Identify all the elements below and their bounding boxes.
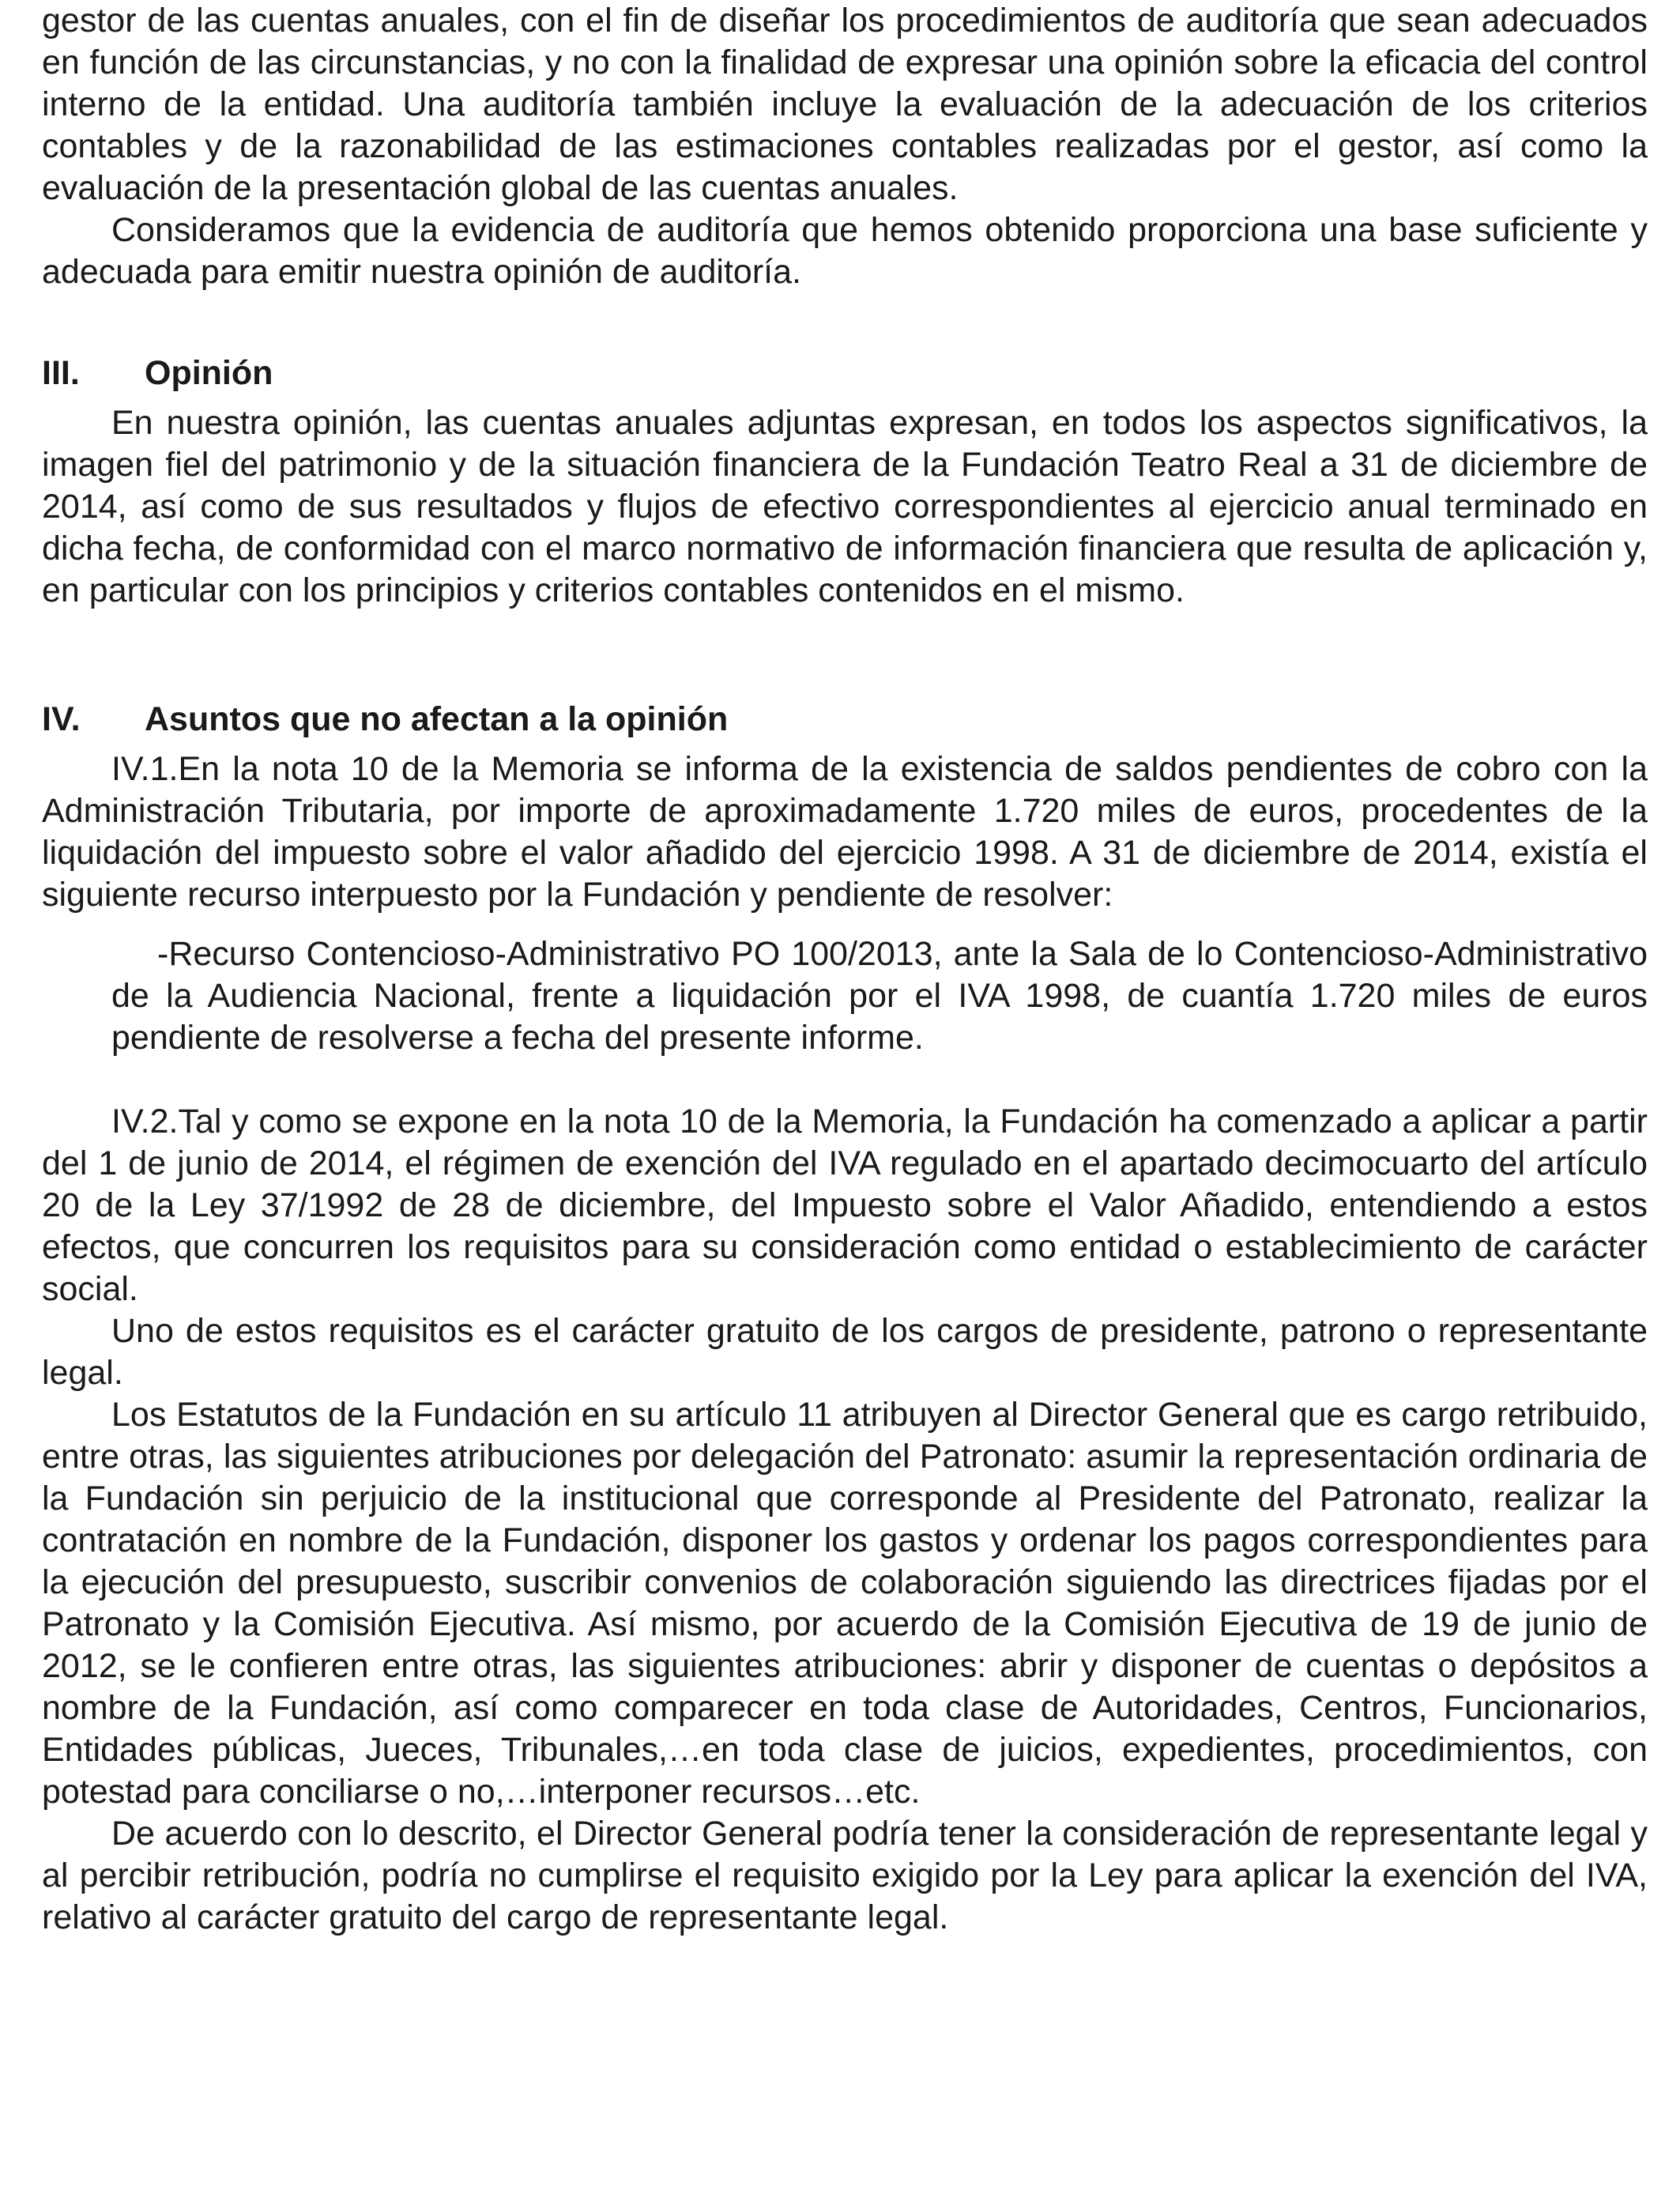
paragraph-audit-procedures: gestor de las cuentas anuales, con el fin de diseñar los procedimientos de auditoría que sean adecuados en función de las circunstancias, y no con la finalidad de expresar una opinión sobre la eficacia del control interno de la entidad. Una auditoría también incluye la evaluación de la adecuación de los criterios contables y de la razonabilidad de las estimaciones contables realizadas por el gestor, así como la evaluación de la presentación global de las cuentas anuales.	[42, 2, 1648, 207]
section-heading-other-matters	[42, 699, 1648, 741]
section-title: Opinión	[145, 354, 273, 392]
document-page	[42, 0, 1648, 1939]
section-heading-opinion	[42, 352, 1648, 394]
paragraph-opinion: En nuestra opinión, las cuentas anuales adjuntas expresan, en todos los aspectos significativos, la imagen fiel del patrimonio y de la situación financiera de la Fundación Teatro Real a 31 de diciembre de 2014, así como de sus resultados y flujos de efectivo correspondientes al ejercicio anual terminado en dicha fecha, de conformidad con el marco normativo de información financiera que resulta de aplicación y, en particular con los principios y criterios contables contenidos en el mismo.	[42, 404, 1648, 609]
paragraph-requisitos: Uno de estos requisitos es el carácter gratuito de los cargos de presidente, patrono o representante legal.	[42, 1312, 1648, 1392]
paragraph-iv2: IV.2.Tal y como se expone en la nota 10 de la Memoria, la Fundación ha comenzado a aplicar a partir del 1 de junio de 2014, el régimen de exención del IVA regulado en el apartado decimocuarto del artículo 20 de la Ley 37/1992 de 28 de diciembre, del Impuesto sobre el Valor Añadido, entendiendo a estos efectos, que concurren los requisitos para su consideración como entidad o establecimiento de carácter social.	[42, 1103, 1648, 1308]
paragraph-iv1: IV.1.En la nota 10 de la Memoria se informa de la existencia de saldos pendientes de cobro con la Administración Tributaria, por importe de aproximadamente 1.720 miles de euros, procedentes de la liquidación del impuesto sobre el valor añadido del ejercicio 1998. A 31 de diciembre de 2014, existía el siguiente recurso interpuesto por la Fundación y pendiente de resolver:	[42, 750, 1648, 914]
section-number: III.	[42, 354, 80, 392]
section-number: IV.	[42, 700, 81, 738]
paragraph-estatutos: Los Estatutos de la Fundación en su artículo 11 atribuyen al Director General que es cargo retribuido, entre otras, las siguientes atribuciones por delegación del Patronato: asumir la representación ordinaria de la Fundación sin perjuicio de la institucional que corresponde al Presidente del Patronato, realizar la contratación en nombre de la Fundación, disponer los gastos y ordenar los pagos correspondientes para la ejecución del presupuesto, suscribir convenios de colaboración siguiendo las directrices fijadas por el Patronato y la Comisión Ejecutiva. Así mismo, por acuerdo de la Comisión Ejecutiva de 19 de junio de 2012, se le confieren entre otras, las siguientes atribuciones: abrir y disponer de cuentas o depósitos a nombre de la Fundación, así como comparecer en toda clase de Autoridades, Centros, Funcionarios, Entidades públicas, Jueces, Tribunales,…en toda clase de juicios, expedientes, procedimientos, con potestad para conciliarse o no,…interponer recursos…etc.	[42, 1396, 1648, 1811]
section-title: Asuntos que no afectan a la opinión	[145, 700, 729, 738]
paragraph-audit-evidence: Consideramos que la evidencia de auditoría que hemos obtenido proporciona una base suficiente y adecuada para emitir nuestra opinión de auditoría.	[42, 211, 1648, 291]
paragraph-conclusion: De acuerdo con lo descrito, el Director General podría tener la consideración de representante legal y al percibir retribución, podría no cumplirse el requisito exigido por la Ley para aplicar la exención del IVA, relativo al carácter gratuito del cargo de representante legal.	[42, 1815, 1648, 1936]
paragraph-recurso: -Recurso Contencioso-Administrativo PO 100/2013, ante la Sala de lo Contencioso-Administrativo de la Audiencia Nacional, frente a liquidación por el IVA 1998, de cuantía 1.720 miles de euros pendiente de resolverse a fecha del presente informe.	[111, 935, 1648, 1057]
